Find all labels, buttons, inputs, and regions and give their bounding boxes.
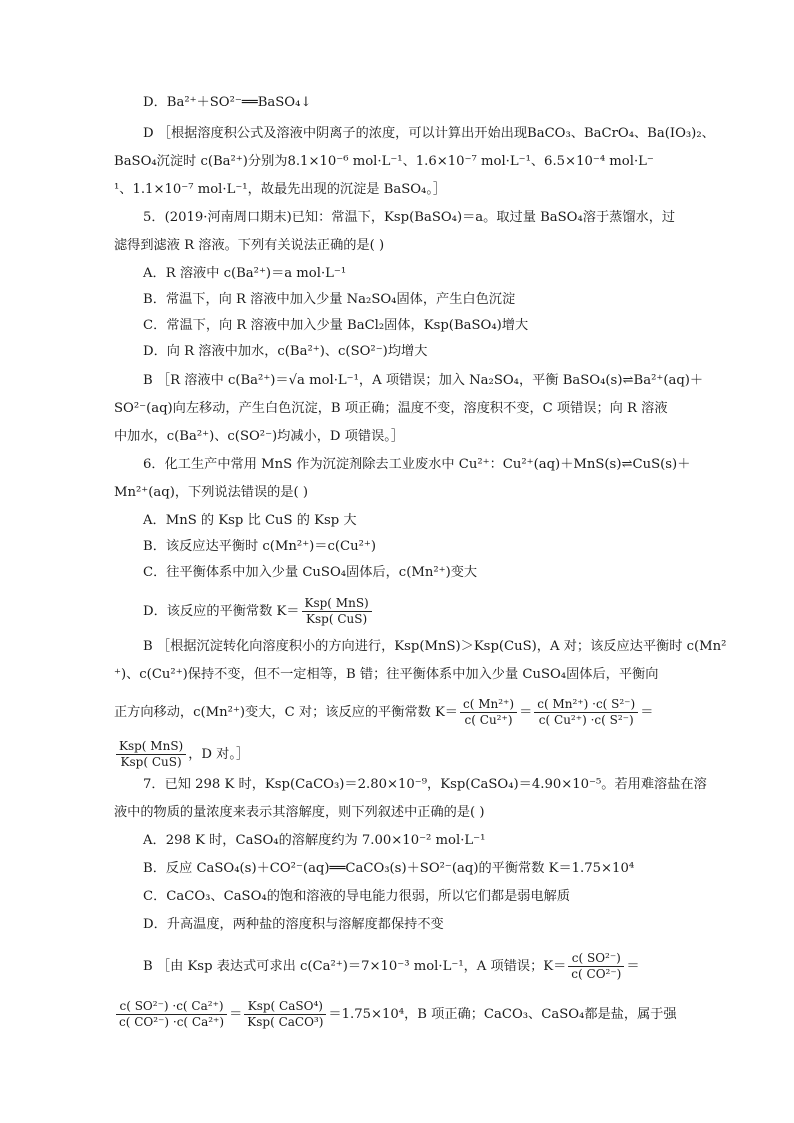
fraction-ksp-mns-cus-2: $\frac{\text{Ksp( MnS)}}{\text{Ksp( CuS)}}$ bbox=[116, 739, 186, 770]
fraction-ksp-caso4-caco3: $\frac{\text{Ksp( CaSO⁴)}}{\text{Ksp( CaCO³)}}$ bbox=[244, 999, 326, 1030]
q5-option-b: B．常温下，向 R 溶液中加入少量 Na₂SO₄固体，产生白色沉淀 bbox=[143, 292, 516, 307]
q7-option-c: C．CaCO₃、CaSO₄的饱和溶液的导电能力很弱，所以它们都是弱电解质 bbox=[143, 889, 571, 904]
option-d-q4: D．Ba²⁺＋SO²⁻══BaSO₄↓ bbox=[143, 95, 312, 110]
answer-q5-line3: 中加水，c(Ba²⁺)、c(SO²⁻)均减小，D 项错误。］ bbox=[114, 429, 405, 444]
question-6-stem-line2: Mn²⁺(aq)，下列说法错误的是( ) bbox=[114, 485, 309, 500]
q6-option-b: B．该反应达平衡时 c(Mn²⁺)＝c(Cu²⁺) bbox=[143, 539, 376, 554]
answer-q5-line2: SO²⁻(aq)向左移动，产生白色沉淀，B 项正确；温度不变，溶度积不变，C 项错误；向 R 溶液 bbox=[114, 401, 668, 416]
answer-q6-line3: 正方向移动，c(Mn²⁺)变大，C 对；该反应的平衡常数 K＝ $\frac{\text{c( Mn²⁺)}}{\text{c( Cu²⁺)}}$ ＝ $\frac{\text{c( Mn²⁺) ·c( S²⁻)}}{\text{c( Cu²⁺) ·c( S²⁻)}}$ ＝ bbox=[114, 697, 654, 727]
fraction-mn-cu: $\frac{\text{c( Mn²⁺)}}{\text{c( Cu²⁺)}}$ bbox=[460, 697, 517, 728]
answer-q6-line2: ⁺)、c(Cu²⁺)保持不变，但不一定相等，B 错；往平衡体系中加入少量 CuSO₄固体后，平衡向 bbox=[114, 667, 659, 682]
q6-option-a: A．MnS 的 Ksp 比 CuS 的 Ksp 大 bbox=[143, 513, 357, 528]
answer-q7-line1: B ［由 Ksp 表达式可求出 c(Ca²⁺)＝7×10⁻³ mol·L⁻¹，A 项错误；K＝ $\frac{\text{c( SO²⁻)}}{\text{c( CO²⁻)}}$ ＝ bbox=[143, 951, 640, 981]
q6-option-c: C．往平衡体系中加入少量 CuSO₄固体后，c(Mn²⁺)变大 bbox=[143, 565, 478, 580]
answer-q4-line2: BaSO₄沉淀时 c(Ba²⁺)分别为8.1×10⁻⁶ mol·L⁻¹、1.6×10⁻⁷ mol·L⁻¹、6.5×10⁻⁴ mol·L⁻ bbox=[114, 154, 654, 169]
q7-option-d: D．升高温度，两种盐的溶度积与溶解度都保持不变 bbox=[143, 917, 444, 932]
question-6-stem-line1: 6．化工生产中常用 MnS 作为沉淀剂除去工业废水中 Cu²⁺：Cu²⁺(aq)＋MnS(s)⇌CuS(s)＋ bbox=[143, 457, 691, 472]
fraction-so4-co3: $\frac{\text{c( SO²⁻)}}{\text{c( CO²⁻)}}$ bbox=[568, 951, 624, 982]
answer-q4-line1: D ［根据溶度积公式及溶液中阴离子的浓度，可以计算出开始出现BaCO₃、BaCrO₄、Ba(IO₃)₂、 bbox=[143, 126, 715, 141]
question-7-stem-line2: 液中的物质的量浓度来表示其溶解度，则下列叙述中正确的是( ) bbox=[114, 805, 485, 820]
question-7-stem-line1: 7．已知 298 K 时，Ksp(CaCO₃)＝2.80×10⁻⁹，Ksp(CaSO₄)＝4.90×10⁻⁵。若用难溶盐在溶 bbox=[143, 777, 707, 792]
answer-q5-line1: B ［R 溶液中 c(Ba²⁺)＝√a mol·L⁻¹，A 项错误；加入 Na₂SO₄，平衡 BaSO₄(s)⇌Ba²⁺(aq)＋ bbox=[143, 373, 704, 388]
q5-option-a: A．R 溶液中 c(Ba²⁺)＝a mol·L⁻¹ bbox=[143, 266, 347, 281]
fraction-ksp-mns-cus: $\frac{\text{Ksp( MnS)}}{\text{Ksp( CuS)}}$ bbox=[302, 596, 372, 627]
answer-q4-line3: ¹、1.1×10⁻⁷ mol·L⁻¹，故最先出现的沉淀是 BaSO₄。］ bbox=[114, 182, 447, 197]
q6-option-d-text: D．该反应的平衡常数 K＝ bbox=[143, 604, 300, 619]
q5-option-d: D．向 R 溶液中加水，c(Ba²⁺)、c(SO²⁻)均增大 bbox=[143, 344, 428, 359]
q7-option-b: B．反应 CaSO₄(s)＋CO²⁻(aq)══CaCO₃(s)＋SO²⁻(aq)的平衡常数 K＝1.75×10⁴ bbox=[143, 861, 635, 876]
answer-q6-line1: B ［根据沉淀转化向溶度积小的方向进行，Ksp(MnS)＞Ksp(CuS)，A 对；该反应达平衡时 c(Mn² bbox=[143, 639, 727, 654]
question-5-stem-line2: 滤得到滤液 R 溶液。下列有关说法正确的是( ) bbox=[114, 238, 385, 253]
fraction-mn-s-cu-s: $\frac{\text{c( Mn²⁺) ·c( S²⁻)}}{\text{c( Cu²⁺) ·c( S²⁻)}}$ bbox=[534, 697, 638, 728]
q7-option-a: A．298 K 时，CaSO₄的溶解度约为 7.00×10⁻² mol·L⁻¹ bbox=[143, 833, 486, 848]
question-5-stem-line1: 5．(2019·河南周口期末)已知：常温下，Ksp(BaSO₄)＝a。取过量 BaSO₄溶于蒸馏水，过 bbox=[143, 210, 676, 225]
q5-option-c: C．常温下，向 R 溶液中加入少量 BaCl₂固体，Ksp(BaSO₄)增大 bbox=[143, 318, 529, 333]
answer-q7-line2: $\frac{\text{c( SO²⁻) ·c( Ca²⁺)}}{\text{c( CO²⁻) ·c( Ca²⁺)}}$ ＝ $\frac{\text{Ksp( CaSO⁴)}}{\text{Ksp( CaCO³)}}$ ＝1.75×10⁴，B 项正确；CaCO₃、CaSO₄都是盐，属于强 bbox=[114, 999, 677, 1030]
q6-option-d bbox=[143, 596, 374, 627]
fraction-so4-ca-co3-ca: $\frac{\text{c( SO²⁻) ·c( Ca²⁺)}}{\text{c( CO²⁻) ·c( Ca²⁺)}}$ bbox=[116, 999, 227, 1030]
answer-q6-line4: $\frac{\text{Ksp( MnS)}}{\text{Ksp( CuS)}}$ ，D 对。］ bbox=[114, 739, 249, 770]
